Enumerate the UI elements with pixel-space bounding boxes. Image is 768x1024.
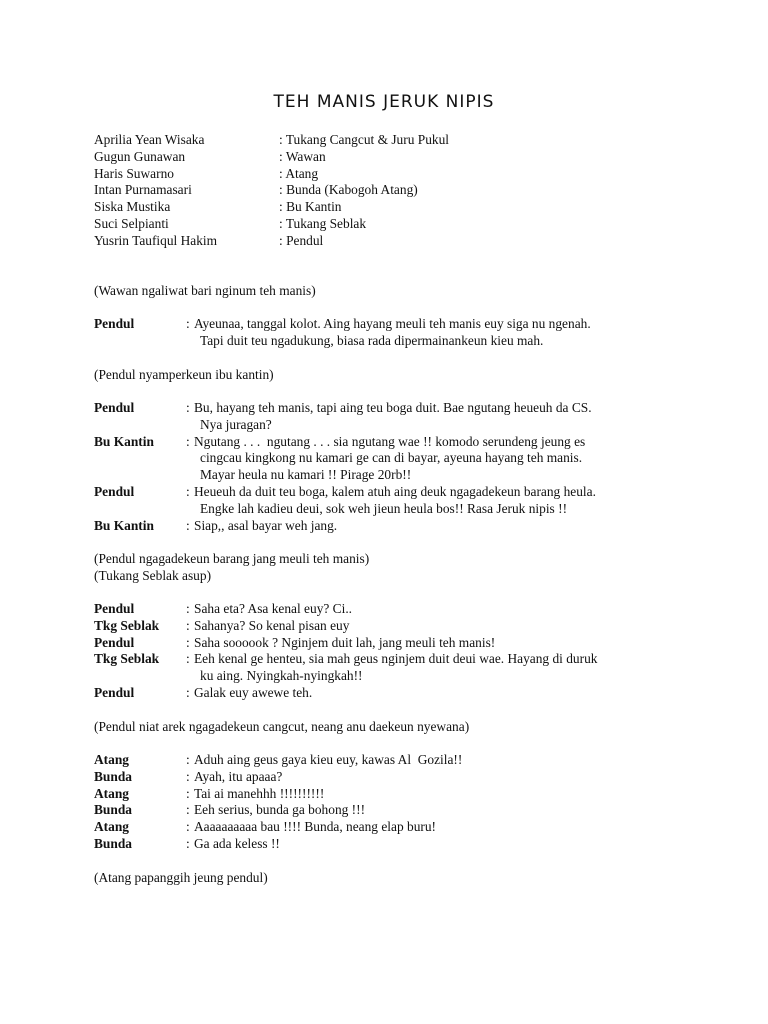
speaker-name: Pendul — [94, 316, 135, 331]
dialogue-continuation: ku aing. Nyingkah-nyingkah!! — [200, 668, 363, 684]
cast-role: : Bu Kantin — [279, 199, 342, 215]
dialogue-text: Aaaaaaaaaa bau !!!! Bunda, neang elap buru! — [194, 819, 437, 835]
dialogue-text: Bu, hayang teh manis, tapi aing teu boga duit. Bae ngutang heueuh da CS. — [194, 400, 592, 415]
cast-actor: Gugun Gunawan — [94, 148, 186, 164]
cast-role: : Atang — [279, 165, 319, 181]
colon-separator: : — [186, 483, 190, 499]
colon-separator: : — [186, 433, 190, 449]
dialogue-line — [94, 685, 704, 702]
speaker-name: Pendul — [94, 634, 135, 650]
stage-direction-text: (Pendul niat arek ngagadekeun cangcut, neang anu daekeun nyewana) — [94, 719, 470, 734]
dialogue-continuation: Mayar heula nu kamari !! Pirage 20rb!! — [200, 467, 412, 483]
dialogue-text: Ayeunaa, tanggal kolot. Aing hayang meuli teh manis euy siga nu ngenah. — [194, 316, 591, 331]
stage-direction — [94, 283, 704, 300]
speaker-name: Pendul — [94, 684, 135, 700]
cast-row — [94, 149, 714, 166]
dialogue-line — [94, 836, 704, 853]
colon-separator: : — [186, 634, 190, 650]
cast-role: : Pendul — [279, 232, 324, 248]
cast-role: : Tukang Seblak — [279, 215, 367, 231]
cast-row — [94, 132, 714, 149]
dialogue-block — [94, 752, 704, 853]
dialogue-text: Galak euy awewe teh. — [194, 684, 313, 700]
cast-row — [94, 199, 714, 216]
dialogue-text: Siap,, asal bayar weh jang. — [194, 517, 338, 533]
dialogue-line — [94, 752, 704, 769]
colon-separator: : — [186, 517, 190, 533]
cast-row — [94, 182, 714, 199]
stage-direction — [94, 367, 704, 384]
cast-actor: Haris Suwarno — [94, 165, 174, 181]
dialogue-continuation: cingcau kingkong nu kamari ge can di bayar, ayeuna hayang teh manis. — [200, 450, 583, 466]
cast-role: : Wawan — [279, 148, 326, 164]
dialogue-text: Ga ada keless !! — [194, 835, 280, 851]
colon-separator: : — [186, 684, 190, 700]
cast-role: : Tukang Cangcut & Juru Pukul — [279, 132, 450, 147]
speaker-name: Tkg Seblak — [94, 651, 160, 667]
stage-direction-text: (Tukang Seblak asup) — [94, 567, 212, 583]
dialogue-line — [94, 802, 704, 819]
cast-row — [94, 216, 714, 233]
speaker-name: Pendul — [94, 483, 135, 499]
speaker-name: Bu Kantin — [94, 433, 154, 449]
colon-separator: : — [186, 400, 190, 415]
colon-separator: : — [186, 785, 190, 801]
dialogue-continuation: Engke lah kadieu deui, sok weh jieun heula bos!! Rasa Jeruk nipis !! — [200, 500, 568, 516]
dialogue-text: Sahanya? So kenal pisan euy — [194, 617, 350, 633]
dialogue-text: Eeh kenal ge henteu, sia mah geus nginjem duit deui wae. Hayang di duruk — [194, 651, 598, 667]
stage-direction-text: (Wawan ngaliwat bari nginum teh manis) — [94, 283, 316, 298]
dialogue-line — [94, 316, 704, 333]
colon-separator: : — [186, 768, 190, 784]
dialogue-line — [94, 601, 704, 618]
dialogue-text: Eeh serius, bunda ga bohong !!! — [194, 802, 366, 818]
cast-actor: Intan Purnamasari — [94, 182, 192, 198]
stage-direction-text: (Pendul nyamperkeun ibu kantin) — [94, 367, 274, 382]
colon-separator: : — [186, 651, 190, 667]
dialogue-line — [94, 651, 704, 668]
dialogue-line — [94, 434, 704, 451]
dialogue-text: Tai ai manehhh !!!!!!!!!! — [194, 785, 325, 801]
speaker-name: Atang — [94, 819, 129, 835]
dialogue-block — [94, 316, 704, 350]
dialogue-block — [94, 601, 704, 702]
dialogue-line — [94, 518, 704, 535]
colon-separator: : — [186, 819, 190, 835]
cast-row — [94, 233, 714, 250]
page-title: TEH MANIS JERUK NIPIS — [273, 92, 495, 112]
dialogue-block — [94, 400, 704, 534]
stage-direction-text: (Pendul ngagadekeun barang jang meuli teh manis) — [94, 551, 370, 566]
cast-actor: Yusrin Taufiqul Hakim — [94, 232, 218, 248]
colon-separator: : — [186, 802, 190, 818]
speaker-name: Bunda — [94, 802, 132, 818]
cast-actor: Aprilia Yean Wisaka — [94, 132, 205, 147]
colon-separator: : — [186, 835, 190, 851]
colon-separator: : — [186, 752, 190, 767]
colon-separator: : — [186, 601, 190, 616]
dialogue-line — [94, 400, 704, 417]
dialogue-continuation: Tapi duit teu ngadukung, biasa rada dipermainankeun kieu mah. — [200, 332, 544, 348]
speaker-name: Bunda — [94, 835, 132, 851]
dialogue-continuation: Nya juragan? — [200, 416, 272, 432]
dialogue-line — [94, 769, 704, 786]
dialogue-text: Heueuh da duit teu boga, kalem atuh aing deuk ngagadekeun barang heula. — [194, 483, 596, 499]
dialogue-text: Ngutang . . . ngutang . . . sia ngutang wae !! komodo serundeng jeung es — [194, 433, 586, 449]
dialogue-line — [94, 484, 704, 501]
colon-separator: : — [186, 316, 190, 331]
dialogue-line — [94, 819, 704, 836]
cast-role: : Bunda (Kabogoh Atang) — [279, 182, 418, 198]
dialogue-text: Saha eta? Asa kenal euy? Ci.. — [194, 601, 353, 616]
speaker-name: Atang — [94, 752, 129, 767]
speaker-name: Tkg Seblak — [94, 617, 160, 633]
stage-direction-text: (Atang papanggih jeung pendul) — [94, 870, 268, 885]
speaker-name: Pendul — [94, 400, 135, 415]
dialogue-line — [94, 635, 704, 652]
dialogue-text: Aduh aing geus gaya kieu euy, kawas Al Gozila!! — [194, 752, 463, 767]
speaker-name: Pendul — [94, 601, 135, 616]
cast-actor: Siska Mustika — [94, 199, 171, 215]
cast-row — [94, 166, 714, 183]
stage-direction — [94, 719, 704, 736]
dialogue-text: Saha soooook ? Nginjem duit lah, jang meuli teh manis! — [194, 634, 496, 650]
cast-list — [94, 132, 714, 250]
speaker-name: Bunda — [94, 768, 132, 784]
speaker-name: Atang — [94, 785, 129, 801]
speaker-name: Bu Kantin — [94, 517, 154, 533]
stage-direction — [94, 551, 704, 585]
dialogue-text: Ayah, itu apaaa? — [194, 768, 283, 784]
stage-direction — [94, 870, 704, 887]
cast-actor: Suci Selpianti — [94, 215, 169, 231]
dialogue-line — [94, 618, 704, 635]
colon-separator: : — [186, 617, 190, 633]
dialogue-line — [94, 786, 704, 803]
